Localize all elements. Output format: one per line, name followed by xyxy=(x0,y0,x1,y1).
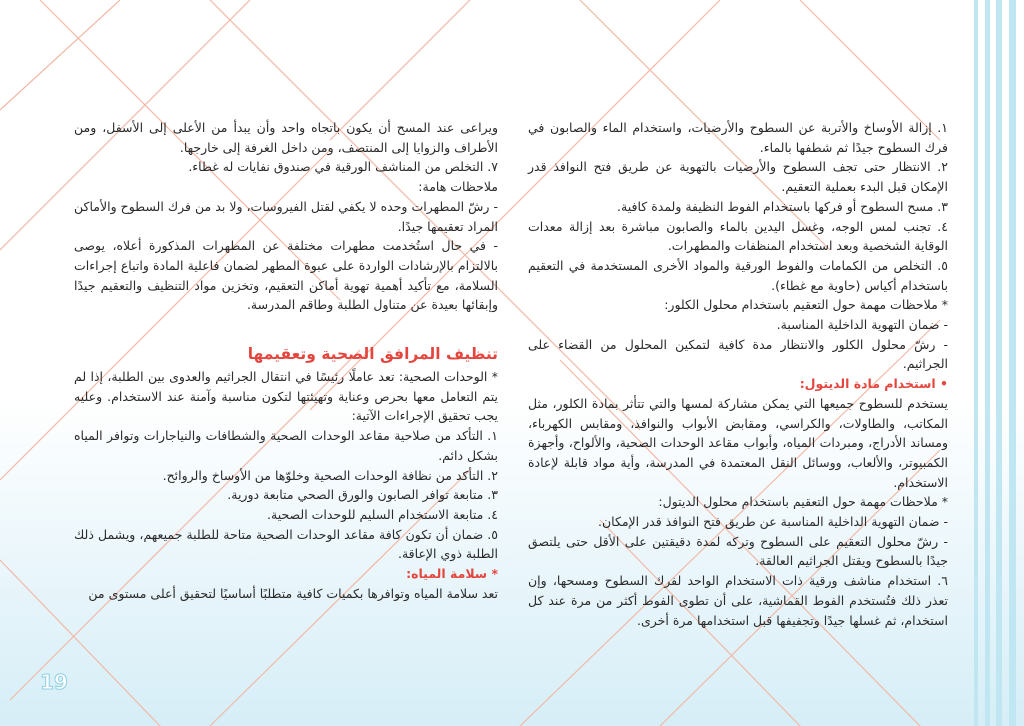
sanitary-step-3: ٣. متابعة توافر الصابون والورق الصحي متابعة دورية. xyxy=(227,487,498,503)
decorative-stripes xyxy=(960,0,1024,726)
wiping-direction: ويراعى عند المسح أن يكون باتجاه واحد وأن يبدأ من الأعلى إلى الأسفل، ومن الأطراف والزوايا إلى المنتصف، ومن داخل الغرفة إلى خارجها. xyxy=(74,120,498,155)
step-6: ٦. استخدام مناشف ورقية ذات الاستخدام الواحد لفرك السطوح ومسحها، وإن تعذر ذلك فتُستخدم الفوط القماشية، على أن تطوى الفوط أكثر من مرة عند كل استخدام، ثم غسلها جيدًا وتجفيفها قبل استخدامها مرة أخرى. xyxy=(528,573,948,628)
step-2: ٢. الانتظار حتى تجف السطوح والأرضيات بالتهوية عن طريق فتح النوافذ قدر الإمكان قبل البدء بعملية التعقيم. xyxy=(528,159,948,195)
dettol-notes-title: * ملاحظات مهمة حول التعقيم باستخدام محلول الديتول: xyxy=(658,494,948,510)
step-3: ٣. مسح السطوح أو فركها باستخدام الفوط النظيفة ولمدة كافية. xyxy=(617,198,948,214)
important-note-2: - في حال استُخدمت مطهرات مختلفة عن المطهرات المذكورة أعلاه، يوصى بالالتزام بالإرشادات الواردة على عبوة المطهر لضمان فاعلية المادة واتباع إجراءات السلامة، مع تأكيد أهمية تهوية أماكن التعقيم، وتخزين مواد التنظيف والتعقيم جيدًا وإبقائها بعيدة عن متناول الطلبة وطاقم المدرسة. xyxy=(74,238,498,313)
sanitary-intro: * الوحدات الصحية: تعد عاملًا رئيسًا في انتقال الجراثيم والعدوى بين الطلبة، إذا لم يتم التعامل معها بحرص وعناية وتهيئتها لتكون مناسبة وآمنة عند الاستخدام. وعليه يجب تحقيق الإجراءات الآتية: xyxy=(74,369,498,424)
sanitary-step-5: ٥. ضمان أن تكون كافة مقاعد الوحدات الصحية متاحة للطلبة جميعهم، ويشمل ذلك الطلبة ذوي الإعاقة. xyxy=(74,526,498,562)
sanitary-step-2: ٢. التأكد من نظافة الوحدات الصحية وخلوّها من الأوساخ والروائح. xyxy=(162,467,498,483)
step-5: ٥. التخلص من الكمامات والفوط الورقية والمواد الأخرى المستخدمة في التعقيم باستخدام أكياس (حاوية مع غطاء). xyxy=(528,257,948,293)
right-column xyxy=(528,118,948,630)
sanitary-step-1: ١. التأكد من صلاحية مقاعد الوحدات الصحية والشطافات والنياجارات وتوافر المياه بشكل دائم. xyxy=(74,428,498,463)
dettol-title: • استخدام مادة الديتول: xyxy=(799,376,948,392)
dettol-note-1: - ضمان التهوية الداخلية المناسبة عن طريق فتح النوافذ قدر الإمكان. xyxy=(597,514,948,530)
step-4: ٤. تجنب لمس الوجه، وغسل اليدين بالماء والصابون مباشرة بعد إزالة معدات الوقاية الشخصية وبعد استخدام المنظفات والمطهرات. xyxy=(528,218,948,254)
sanitary-facilities-heading: تنظيف المرافق الصحية وتعقيمها xyxy=(247,345,498,364)
sanitary-step-4: ٤. متابعة الاستخدام السليم للوحدات الصحية. xyxy=(267,506,498,522)
important-notes-title: ملاحظات هامة: xyxy=(418,179,498,195)
chlorine-notes-title: * ملاحظات مهمة حول التعقيم باستخدام محلول الكلور: xyxy=(664,297,948,313)
water-safety-text: تعد سلامة المياه وتوافرها بكميات كافية متطلبًا أساسيًا لتحقيق أعلى مستوى من xyxy=(88,585,498,601)
left-column xyxy=(74,118,498,603)
water-safety-title: * سلامة المياه: xyxy=(406,566,498,582)
step-1: ١. إزالة الأوساخ والأتربة عن السطوح والأرضيات، واستخدام الماء والصابون في فرك السطوح جيدًا ثم شطفها بالماء. xyxy=(528,120,948,155)
chlorine-note-1: - ضمان التهوية الداخلية المناسبة. xyxy=(776,317,948,333)
important-note-1: - رشّ المطهرات وحده لا يكفي لقتل الفيروسات، ولا بد من فرك السطوح والأماكن المراد تعقيمها جيدًا. xyxy=(74,198,498,234)
step-7: ٧. التخلص من المناشف الورقية في صندوق نفايات له غطاء. xyxy=(188,159,498,175)
dettol-usage: يستخدم للسطوح جميعها التي يمكن مشاركة لمسها والتي تتأثر بمادة الكلور، مثل المكاتب، والطاولات، والكراسي، ومقابض الأبواب والنوافذ، ومقابس الكهرباء، ومساند الأدراج، ومبردات المياه، وأبواب مقاعد الوحدات الصحية، والألواح، وأجهزة الكمبيوتر، والألعاب، ووسائل النقل المعتمدة في المدرسة، وأية مواد قابلة لإعادة الاستخدام. xyxy=(528,395,948,490)
page-number: 19 xyxy=(40,670,68,694)
dettol-note-2: - رشّ محلول التعقيم على السطوح وتركه لمدة دقيقتين على الأقل حتى يلتصق جيدًا بالسطوح ويقتل الجراثيم العالقة. xyxy=(528,533,948,569)
chlorine-note-2: - رشّ محلول الكلور والانتظار مدة كافية لتمكين المحلول من القضاء على الجراثيم. xyxy=(528,336,948,372)
